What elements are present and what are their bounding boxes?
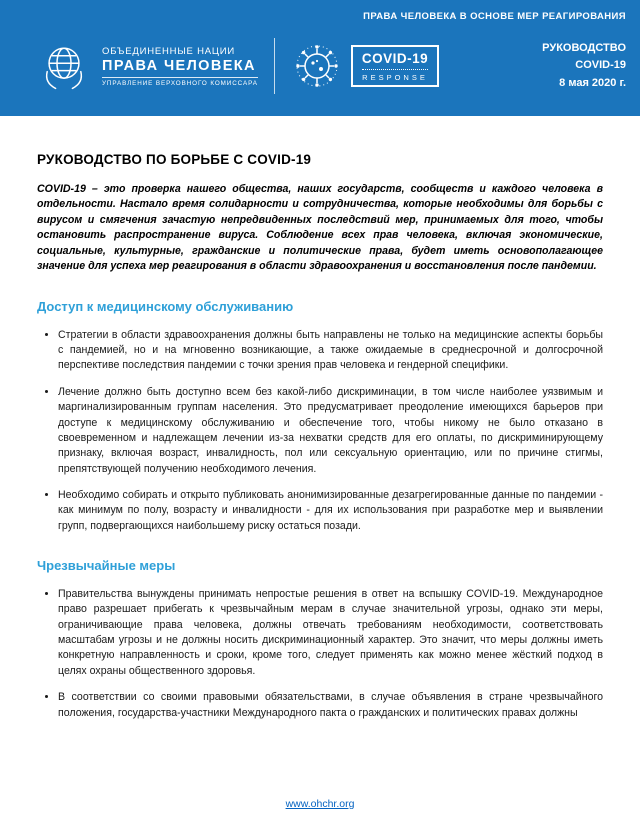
header-tagline: ПРАВА ЧЕЛОВЕКА В ОСНОВЕ МЕР РЕАГИРОВАНИЯ — [363, 11, 626, 22]
bullet-item: • В соответствии со своими правовыми обязательствами, в случае объявления в стране чрезвычайного положения, государства-участники Международного пакта о гражданских и политических правах должны — [58, 690, 603, 721]
header-banner — [0, 0, 640, 116]
section-heading-health-access: Доступ к медицинскому обслуживанию — [37, 298, 294, 314]
covid-virus-icon — [291, 40, 343, 92]
page-footer — [0, 794, 640, 812]
intro-paragraph: COVID-19 – это проверка нашего общества, наших государств, сообществ и каждого человека в отдельности. Настало время солидарности и сотрудничества, которые необходимы для борьбы с вирусом и смягчения зачастую непредвиденных последствий мер, принимаемых для того, чтобы остановить распространение вируса. Соблюдение всех прав человека, включая экономические, социальные, культурные, гражданские и политические права, будет иметь основополагающее значение для успеха мер реагирования в области здравоохранения и восстановления после пандемии. — [37, 183, 603, 273]
covid-logo-box — [351, 45, 439, 87]
un-logo-line1: ОБЪЕДИНЕННЫЕ НАЦИИ — [102, 45, 236, 57]
covid-logo-line2: RESPONSE — [362, 69, 428, 82]
footer-link[interactable]: www.ohchr.org — [285, 798, 355, 810]
bullet-item: • Правительства вынуждены принимать непростые решения в ответ на вспышку COVID-19. Международное право разрешает прибегать к чрезвычайным мерам в случае значительной угрозы, однако эти меры, ограничивающие права человека, должны отвечать требованиям необходимости, соответствовать масштабам угрозы и не должны носить дискриминационный характер. Это значит, что меры должны иметь конкретную направленность и сроки, кроме того, следует применять как можно менее жёсткий подход в целях охраны общественного здоровья. — [58, 587, 603, 679]
header-divider — [274, 38, 275, 94]
un-logo-line3: УПРАВЛЕНИЕ ВЕРХОВНОГО КОМИССАРА — [102, 77, 258, 87]
un-logo-line2: ПРАВА ЧЕЛОВЕКА — [102, 57, 256, 74]
covid-logo-line1: COVID-19 — [361, 51, 429, 66]
doc-date: 8 мая 2020 г. — [559, 76, 626, 89]
doc-type: РУКОВОДСТВО — [542, 42, 626, 55]
section-heading-emergency-measures: Чрезвычайные меры — [37, 558, 176, 574]
bullet-item: • Стратегии в области здравоохранения должны быть направлены не только на медицинские аспекты борьбы с пандемией, но и на мгновенно возникающие, а также ожидаемые в среднесрочной и долгосрочной перспективе последствия пандемии с точки зрения прав человека и гендерной специфики. — [58, 328, 603, 374]
page-title: РУКОВОДСТВО ПО БОРЬБЕ С COVID-19 — [37, 152, 312, 167]
bullet-list-health-access — [37, 328, 603, 534]
document-body — [0, 152, 640, 721]
un-emblem-icon — [36, 38, 92, 94]
doc-subject: COVID-19 — [575, 59, 626, 72]
un-human-rights-logo — [36, 38, 258, 94]
un-logo-text — [102, 46, 258, 87]
header-logo-row — [36, 38, 626, 94]
bullet-list-emergency-measures — [37, 587, 603, 721]
bullet-item: • Лечение должно быть доступно всем без какой-либо дискриминации, в том числе наиболее уязвимым и маргинализированным группам населения. Это предусматривает преодоление имеющихся барьеров при доступе к медицинскому обслуживанию и обеспечение того, чтобы никому не было отказано в своевременном и надлежащем лечении из-за нехватки средств для его оплаты, по дискриминирующему признаку, включая возраст, инвалидность, пол или сексуальную ориентацию, или по причине стигмы, препятствующей получению необходимого лечения. — [58, 385, 603, 477]
covid-response-logo — [291, 40, 439, 92]
doc-meta — [542, 40, 626, 91]
bullet-item: • Необходимо собирать и открыто публиковать анонимизированные дезагрегированные данные по пандемии - как минимум по полу, возрасту и инвалидности - для их использования при разработке мер и выявлении групп, подвергающихся наибольшему риску остаться позади. — [58, 488, 603, 534]
